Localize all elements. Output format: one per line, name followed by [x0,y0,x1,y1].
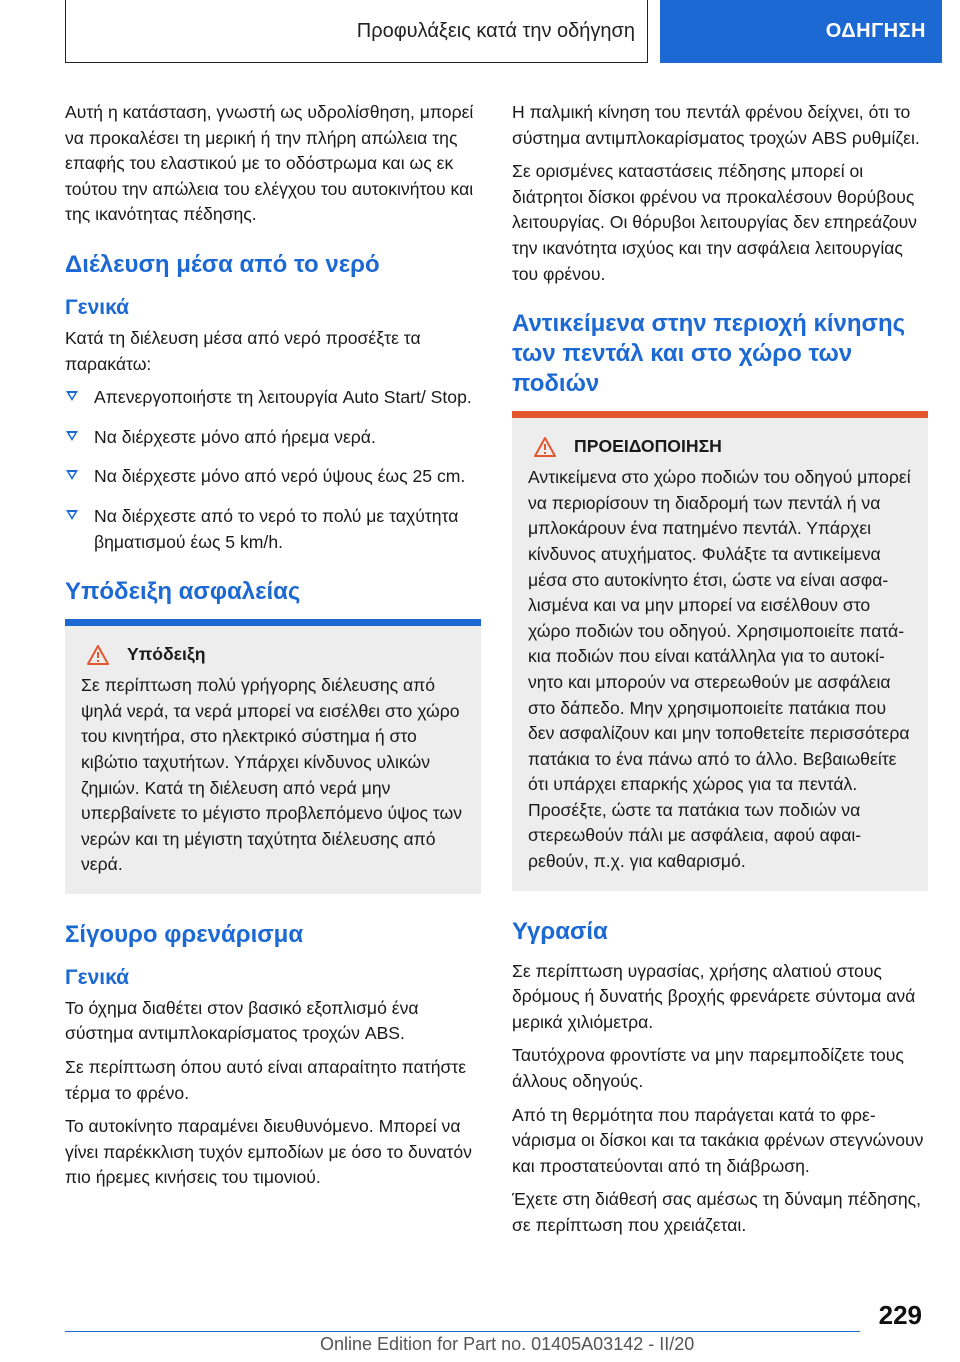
moisture-heading: Υγρασία [512,917,608,945]
footer-divider [65,1331,860,1332]
header-chapter [65,0,648,63]
noise-paragraph: Σε ορισμένες καταστάσεις πέδησης μπορεί οι διάτρητοι δίσκοι φρένου να προκαλέσουν θορύβους λειτουργίας. Οι θόρυβοι λειτουργίας δεν επηρεάζουν την ικανότητα ισχύος και την ασφάλεια λειτουργίας του φρένου. [512,161,917,284]
right-column [512,100,928,1247]
triangle-bullet-icon [66,431,78,441]
triangle-bullet-icon [66,470,78,480]
warning-title: ΠΡΟΕΙΔΟΠΟΙΗΣΗ [574,436,722,457]
notice-title: Υπόδειξη [127,644,206,665]
warning-text: Αντικείμενα στο χώρο ποδιών του οδηγού μπορεί να περιορίσουν τη διαδρομή των πεντάλ ή να μπλοκάρουν ένα πατημένο πεντάλ. Υπάρχει κίνδυνος ατυχήματος. Φυλάξτε τα αντικείμενα μέσα στο αυτοκίνητο έτσι, ώστε να είναι ασφαλισμένα και να μην μπορεί να εισέλθουν στο χώρο ποδιών του οδηγού. Χρησιμοποιείτε πατάκια ποδιών που είναι κατάλληλα για το αυτοκίνητο και μπορούν να στερεωθούν με ασφάλεια στο δάπεδο. Μην χρησιμοποιείτε πατάκια που δεν ασφαλίζουν και μην τοποθετείτε περισσότερα πατάκια το ένα πάνω από το άλλο. Βεβαιωθείτε ότι υπάρχει επαρκής χώρος για τα πεντάλ. Προσέξτε, ώστε τα πατάκια των ποδιών να στερεωθούν πάλι με ασφάλεια, αφού αφαιρεθούν, π.χ. για καθαρισμό. [528,467,911,872]
warning-triangle-icon [87,645,109,665]
page-number: 229 [878,1300,922,1330]
triangle-bullet-icon [66,510,78,520]
water-list [65,385,481,555]
list-item: Απενεργοποιήστε τη λειτουργία Auto Start/ Stop. [65,385,481,411]
notice-text: Σε περίπτωση πολύ γρήγορης διέλευσης από ψηλά νερά, τα νερά μπορεί να εισέλθει στο χώρο του κινητήρα, στο ηλεκτρικό σύστημα ή στο κιβώτιο ταχυτήτων. Υπάρχει κίνδυνος υλικών ζημιών. Κατά τη διέλευση από νερά μην υπερβαίνετε το μέγιστο προβλεπόμενο ύψος των νερών και τη μέγιστη ταχύτητα διέλευσης από νερά. [81,675,463,875]
moisture-paragraph-1: Σε περίπτωση υγρασίας, χρήσης αλατιού στους δρόμους ή δυνατής βροχής φρενάρετε σύντομα ανά μερικά χιλιόμετρα. [512,960,916,1032]
list-item: Να διέρχεστε μόνο από νερό ύψους έως 25 cm. [65,464,481,490]
list-item: Να διέρχεστε από το νερό το πολύ με ταχύτητα βηματισμού έως 5 km/h. [65,504,481,555]
list-item: Να διέρχεστε μόνο από ήρεμα νερά. [65,425,481,451]
braking-heading: Σίγουρο φρενάρισμα [65,920,304,948]
warning-triangle-icon [534,437,556,457]
section-title: ΟΔΗΓΗΣΗ [825,20,926,42]
water-heading: Διέλευση μέσα από το νερό [65,250,380,278]
safety-notice [65,619,481,894]
objects-heading: Αντικείμενα στην περιοχή κίνησης των πεντάλ και στο χώρο των ποδιών [512,310,906,398]
moisture-paragraph-4: Έχετε στη διάθεσή σας αμέσως τη δύναμη πέδησης, σε περίπτωση που χρειάζεται. [512,1189,921,1235]
chapter-title: Προφυλάξεις κατά την οδήγηση [356,19,635,42]
triangle-bullet-icon [66,391,78,401]
left-column [65,100,481,1199]
intro-paragraph: Αυτή η κατάσταση, γνωστή ως υδρολίσθηση, μπορεί να προκαλέσει τη μερική ή την πλήρη απώλεια της επαφής του ελαστικού με το οδόστρωμα και ως εκ τούτου την απώλεια του ελέγχου του αυτοκινήτου και της ικανότητας πέδησης. [65,102,474,225]
moisture-paragraph-3: Από τη θερμότητα που παράγεται κατά το φρενάρισμα οι δίσκοι και τα τακάκια φρένων στεγνώνουν και προστατεύονται από τη διάβρωση. [512,1104,924,1176]
water-general-heading: Γενικά [65,295,130,319]
braking-paragraph-3: Το αυτοκίνητο παραμένει διευθυνόμενο. Μπορεί να γίνει παρέκκλιση τυχόν εμποδίων με όσο το δυνατόν πιο ήρεμες κινήσεις του τιμονιού. [65,1116,472,1188]
water-text: Κατά τη διέλευση μέσα από νερό προσέξτε τα παρακάτω: [65,327,421,374]
braking-general-heading: Γενικά [65,965,130,989]
moisture-paragraph-2: Ταυτόχρονα φροντίστε να μην παρεμποδίζετε τους άλλους οδηγούς. [512,1045,904,1092]
footer-text: Online Edition for Part no. 01405A03142 - II/20 [320,1334,695,1354]
braking-paragraph-1: Το όχημα διαθέτει στον βασικό εξοπλισμό ένα σύστημα αντιμπλοκαρίσματος τροχών ABS. [65,997,419,1044]
abs-paragraph: Η παλμική κίνηση του πεντάλ φρένου δείχνει, ότι το σύστημα αντιμπλοκαρίσματος τροχών ABS ρυθμίζει. [512,102,920,148]
warning-notice [512,411,928,891]
header-section [660,0,942,63]
safety-heading: Υπόδειξη ασφαλείας [65,578,301,606]
braking-paragraph-2: Σε περίπτωση όπου αυτό είναι απαραίτητο πατήστε τέρμα το φρένο. [65,1057,467,1103]
